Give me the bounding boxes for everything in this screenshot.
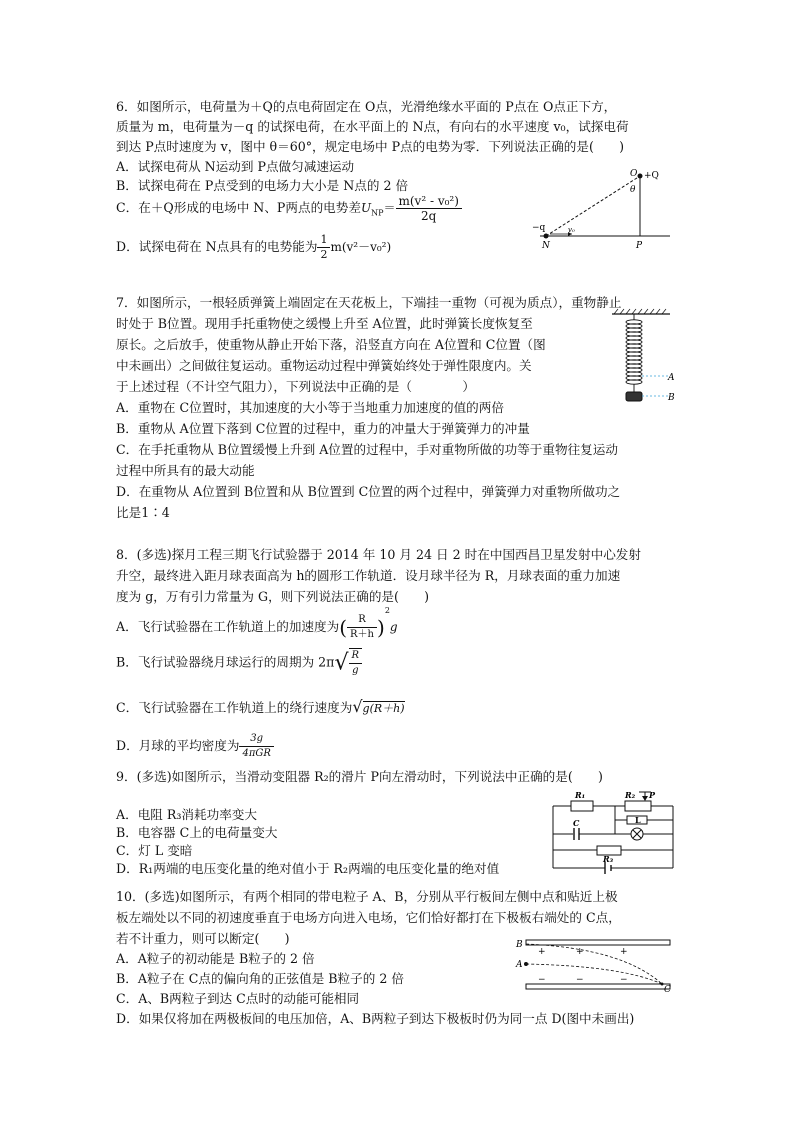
q10-line-2: 板左端处以不同的初速度垂直于电场方向进入电场，它们恰好都打在下极板右端处的 C点，: [116, 910, 621, 925]
q7-option-c-1: C．在手托重物从 B位置缓慢上升到 A位置的过程中，手对重物所做的功等于重物往复运动: [116, 442, 618, 457]
q7-line-1: 7．如图所示，一根轻质弹簧上端固定在天花板上，下端挂一重物（可视为质点），重物静止: [116, 295, 622, 310]
q7-weight: [626, 392, 642, 401]
q6-label-v0: v₀: [568, 226, 575, 234]
q6-option-d: [116, 233, 391, 262]
q10-plus-2: +: [576, 947, 584, 957]
q6-label-minusq: −q: [532, 223, 546, 233]
q6-option-a: A．试探电荷从 N运动到 P点做匀减速运动: [116, 159, 355, 174]
q7-spring-coils: [626, 320, 642, 384]
q10-option-a: A．A粒子的初动能是 B粒子的 2 倍: [116, 951, 315, 966]
q6-figure: [528, 168, 678, 254]
q6-dashed-line: [546, 176, 640, 236]
q10-lower-plate: [526, 984, 670, 989]
q8-option-b-text: B．飞行试验器绕月球运行的周期为 2π: [116, 654, 335, 670]
q8-option-d: [116, 732, 274, 761]
q6-option-c: [116, 194, 462, 223]
q8-d-fraction: $\frac{3g}{\text{4πGR}}$: [239, 732, 273, 761]
q9-label-c: C: [573, 818, 580, 828]
q6-charge-dot: [638, 174, 643, 179]
q8-c-radicand: g(R＋h): [362, 702, 405, 715]
q10-label-b: B: [516, 940, 523, 950]
q8-option-c-text: C．飞行试验器在工作轨道上的绕行速度为: [116, 700, 353, 715]
q6-half-fraction: $\frac{1}{2}$: [317, 233, 330, 262]
q10-path-b: [526, 944, 662, 984]
q9-option-b: B．电容器 C上的电荷量变大: [116, 825, 278, 840]
q6-unp-fraction: $\frac{\text{m(v² - v₀²)}}{2q}$: [396, 194, 462, 223]
q10-minus-2: −: [576, 975, 584, 985]
q6-option-c-text: C．在＋Q形成的电场中 N、P两点的电势差: [116, 200, 361, 215]
q9-circuit-figure: [545, 786, 681, 876]
q10-plus-1: +: [538, 947, 546, 957]
q7-line-2: 时处于 B位置。现用手托重物使之缓慢上升至 A位置，此时弹簧长度恢复至: [116, 316, 533, 331]
q7-label-b: B: [668, 393, 675, 403]
q10-particle-a: [524, 962, 528, 966]
q6-test-charge-dot: [544, 234, 549, 239]
q10-line-3: 若不计重力，则可以断定( ): [116, 931, 290, 946]
q8-option-c: C．飞行试验器在工作轨道上的绕行速度为√g(R＋h): [116, 697, 405, 716]
q10-minus-1: −: [538, 975, 546, 985]
q10-label-c: C: [664, 985, 671, 995]
q6-label-p: P: [636, 241, 643, 251]
q8-b-fraction: $\frac{R}{g}$: [349, 648, 363, 678]
q7-option-d-1: D．在重物从 A位置到 B位置和从 B位置到 C位置的两个过程中，弹簧弹力对重物所做功之: [116, 484, 621, 499]
q8-line-2: 升空，最终进入距月球表面高为 h的圆形工作轨道．设月球半径为 R，月球表面的重力加速: [116, 568, 621, 583]
q6-label-plusq: +Q: [644, 171, 659, 181]
q8-line-1: 8．(多选)探月工程三期飞行试验器于 2014 年 10 月 24 日 2 时在中国西昌卫星发射中心发射: [116, 547, 641, 562]
q10-minus-3: −: [620, 975, 628, 985]
q7-option-d-2: 比是1∶4: [116, 505, 170, 520]
q8-line-3: 度为 g，万有引力常量为 G，则下列说法正确的是( ): [116, 589, 430, 604]
q9-slider-p: [642, 796, 648, 801]
q6-option-b: B．试探电荷在 P点受到的电场力大小是 N点的 2 倍: [116, 178, 409, 193]
q9-label-r3: R₃: [603, 854, 614, 864]
q7-line-4: 中未画出）之间做往复运动。重物运动过程中弹簧始终处于弹性限度内。关: [116, 358, 532, 373]
q8-option-a-text: A．飞行试验器在工作轨道上的加速度为: [116, 619, 340, 634]
q10-plus-3: +: [620, 947, 628, 957]
q6-line-1: 6．如图所示，电荷量为＋Q的点电荷固定在 O点，光滑绝缘水平面的 P点在 O点正下方，: [116, 99, 617, 114]
q9-label-l: L: [635, 815, 641, 825]
q6-label-o: O: [630, 169, 638, 179]
q9-option-a: A．电阻 R₃消耗功率变大: [116, 807, 257, 822]
q7-line-3: 原长。之后放手，使重物从静止开始下落，沿竖直方向在 A位置和 C位置（图: [116, 337, 546, 352]
q6-line-3: 到达 P点时速度为 v，图中 θ＝60°，规定电场中 P点的电势为零．下列说法正确的是( ): [116, 139, 624, 154]
q6-label-theta: θ: [630, 185, 636, 195]
q9-label-r1: R₁: [575, 790, 586, 800]
q6-unp-symbol: $U_{NP}=$: [360, 201, 396, 218]
q8-a-fraction: $\frac{R}{R+h}$: [347, 613, 377, 642]
q7-label-a: A: [668, 373, 675, 383]
q10-option-b: B．A粒子在 C点的偏向角的正弦值是 B粒子的 2 倍: [116, 971, 404, 986]
q10-upper-plate: [526, 940, 670, 945]
q9-line-1: 9．(多选)如图所示，当滑动变阻器 R₂的滑片 P向左滑动时，下列说法中正确的是( ): [116, 769, 603, 784]
q10-option-c: C．A、B两粒子到达 C点时的动能可能相同: [116, 991, 360, 1006]
q8-option-d-text: D．月球的平均密度为: [116, 738, 240, 753]
q9-label-r2: R₂: [625, 790, 636, 800]
q6-option-d-expr: m(v²－v₀²): [330, 240, 392, 254]
q6-option-d-text: D．试探电荷在 N点具有的电势能为: [116, 239, 318, 254]
q6-label-n: N: [542, 241, 550, 251]
q7-line-5: 于上述过程（不计空气阻力），下列说法中正确的是（ ）: [116, 379, 475, 394]
q8-option-b: B．飞行试验器绕月球运行的周期为 2π√ $\frac{R}{g}$: [116, 648, 362, 678]
q9-option-c: C．灯 L 变暗: [116, 843, 193, 858]
q9-resistor-r2: [625, 801, 651, 811]
q9-resistor-r1: [571, 801, 593, 811]
q6-line-2: 质量为 m，电荷量为－q 的试探电荷，在水平面上的 N点，有向右的水平速度 v₀，试探电荷: [116, 119, 629, 134]
q8-option-a: A．飞行试验器在工作轨道上的加速度为( $\frac{R}{R+h}$ )$^2$g: [116, 606, 398, 640]
q7-option-b: B．重物从 A位置下落到 C位置的过程中，重力的冲量大于弹簧弹力的冲量: [116, 421, 530, 436]
q7-option-a: A．重物在 C位置时，其加速度的大小等于当地重力加速度的值的两倍: [116, 400, 504, 415]
q10-path-a: [526, 964, 662, 984]
q7-ceiling-hatch: [614, 309, 666, 314]
q10-option-d: D．如果仅将加在两极板间的电压加倍，A、B两粒子到达下极板时仍为同一点 D(图中未画出): [116, 1011, 635, 1026]
q10-label-a: A: [516, 960, 523, 970]
q7-option-c-2: 过程中所具有的最大动能: [116, 463, 255, 478]
q9-option-d: D．R₁两端的电压变化量的绝对值小于 R₂两端的电压变化量的绝对值: [116, 861, 500, 876]
q7-spring-figure: [606, 308, 676, 412]
q10-plates-figure: [512, 934, 682, 998]
q10-line-1: 10．(多选)如图所示，有两个相同的带电粒子 A、B，分别从平行板间左侧中点和贴近上极: [116, 889, 618, 904]
q9-label-p: P: [649, 790, 656, 800]
